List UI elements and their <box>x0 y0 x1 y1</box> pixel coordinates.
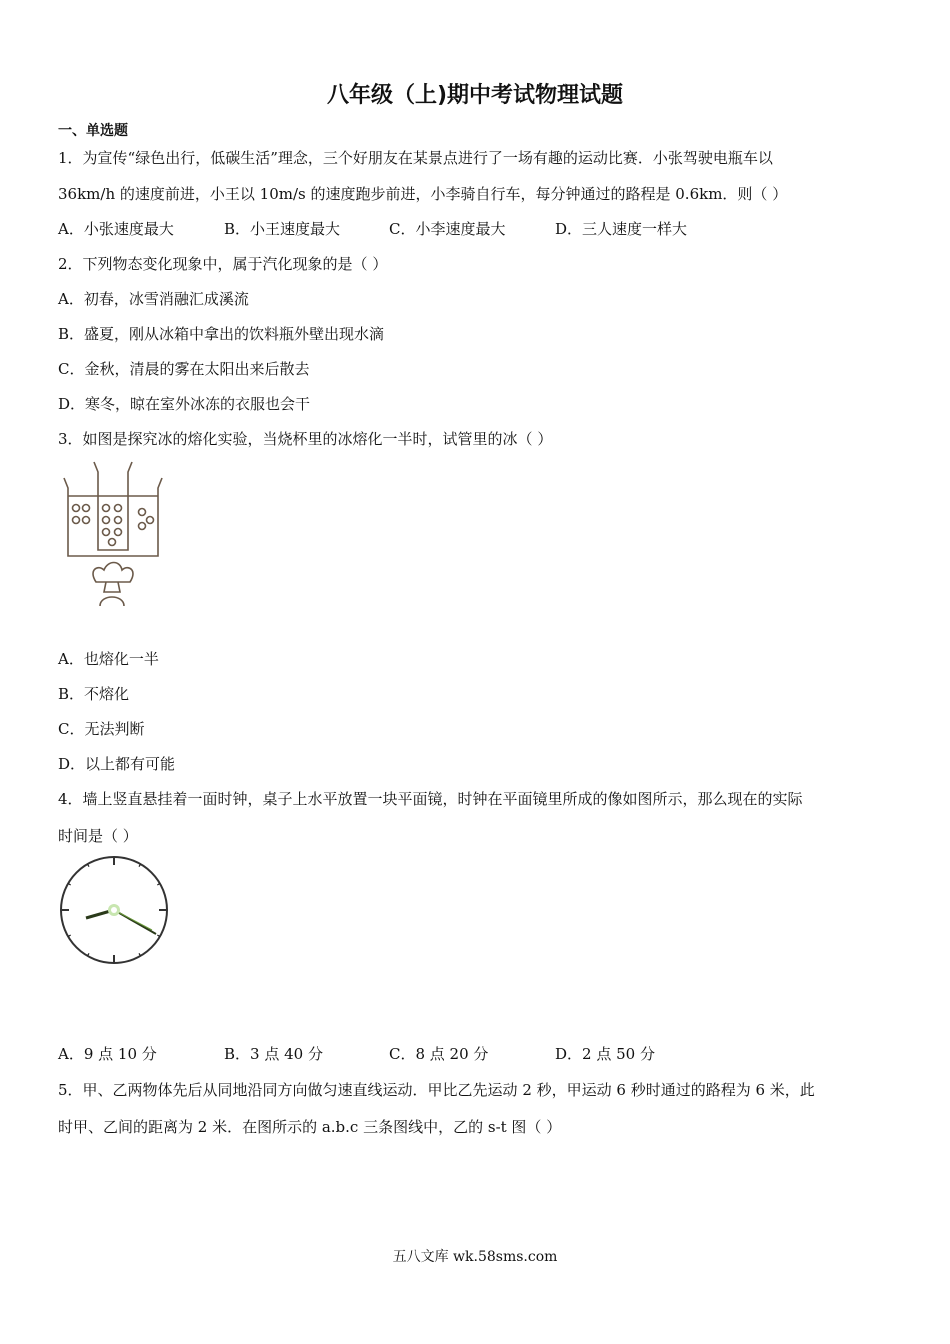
q1-option-d: D．三人速度一样大 <box>555 220 688 238</box>
q4-option-d: D．2 点 50 分 <box>555 1045 655 1063</box>
footer-watermark: 五八文库 wk.58sms.com <box>392 1249 558 1265</box>
page-title: 八年级（上)期中考试物理试题 <box>326 83 624 108</box>
q1-stem-line1: 1．为宣传“绿色出行，低碳生活”理念，三个好朋友在某景点进行了一场有趣的运动比赛．小张驾驶电瓶车以 <box>58 149 773 167</box>
q5-stem-line2: 时甲、乙间的距离为 2 米．在图所示的 a.b.c 三条图线中，乙的 s-t 图（ ） <box>58 1118 562 1136</box>
q2-option-d: D．寒冬，晾在室外冰冻的衣服也会干 <box>58 395 311 413</box>
q3-option-c: C．无法判断 <box>58 720 145 738</box>
q1-option-b: B．小王速度最大 <box>224 220 341 238</box>
q4-option-b: B．3 点 40 分 <box>224 1045 323 1063</box>
q4-option-a: A．9 点 10 分 <box>58 1045 157 1063</box>
q3-option-b: B．不熔化 <box>58 685 130 703</box>
section-heading: 一、单选题 <box>58 123 128 139</box>
q4-option-c: C．8 点 20 分 <box>389 1045 489 1063</box>
q2-option-c: C．金秋，清晨的雾在太阳出来后散去 <box>58 360 310 378</box>
q2-option-a: A．初春，冰雪消融汇成溪流 <box>58 290 249 308</box>
q1-option-a: A．小张速度最大 <box>58 220 174 238</box>
q2-option-b: B．盛夏，刚从冰箱中拿出的饮料瓶外壁出现水滴 <box>58 325 385 343</box>
mirror-clock-figure <box>56 854 172 966</box>
q5-stem-line1: 5．甲、乙两物体先后从同地沿同方向做匀速直线运动．甲比乙先运动 2 秒，甲运动 6 秒时通过的路程为 6 米，此 <box>58 1081 815 1099</box>
q4-stem-line2: 时间是（ ） <box>58 827 138 845</box>
q3-option-d: D．以上都有可能 <box>58 755 176 773</box>
q3-stem: 3．如图是探究冰的熔化实验，当烧杯里的冰熔化一半时，试管里的冰（ ） <box>58 430 553 448</box>
q4-stem-line1: 4．墙上竖直悬挂着一面时钟，桌子上水平放置一块平面镜，时钟在平面镜里所成的像如图所示，那么现在的实际 <box>58 790 803 808</box>
ice-melting-apparatus-figure <box>58 460 170 610</box>
q3-option-a: A．也熔化一半 <box>58 650 159 668</box>
q2-stem: 2．下列物态变化现象中，属于汽化现象的是（ ） <box>58 255 388 273</box>
q1-option-c: C．小李速度最大 <box>389 220 506 238</box>
q1-stem-line2: 36km/h 的速度前进，小王以 10m/s 的速度跑步前进，小李骑自行车，每分钟通过的路程是 0.6km．则（ ） <box>58 185 788 203</box>
